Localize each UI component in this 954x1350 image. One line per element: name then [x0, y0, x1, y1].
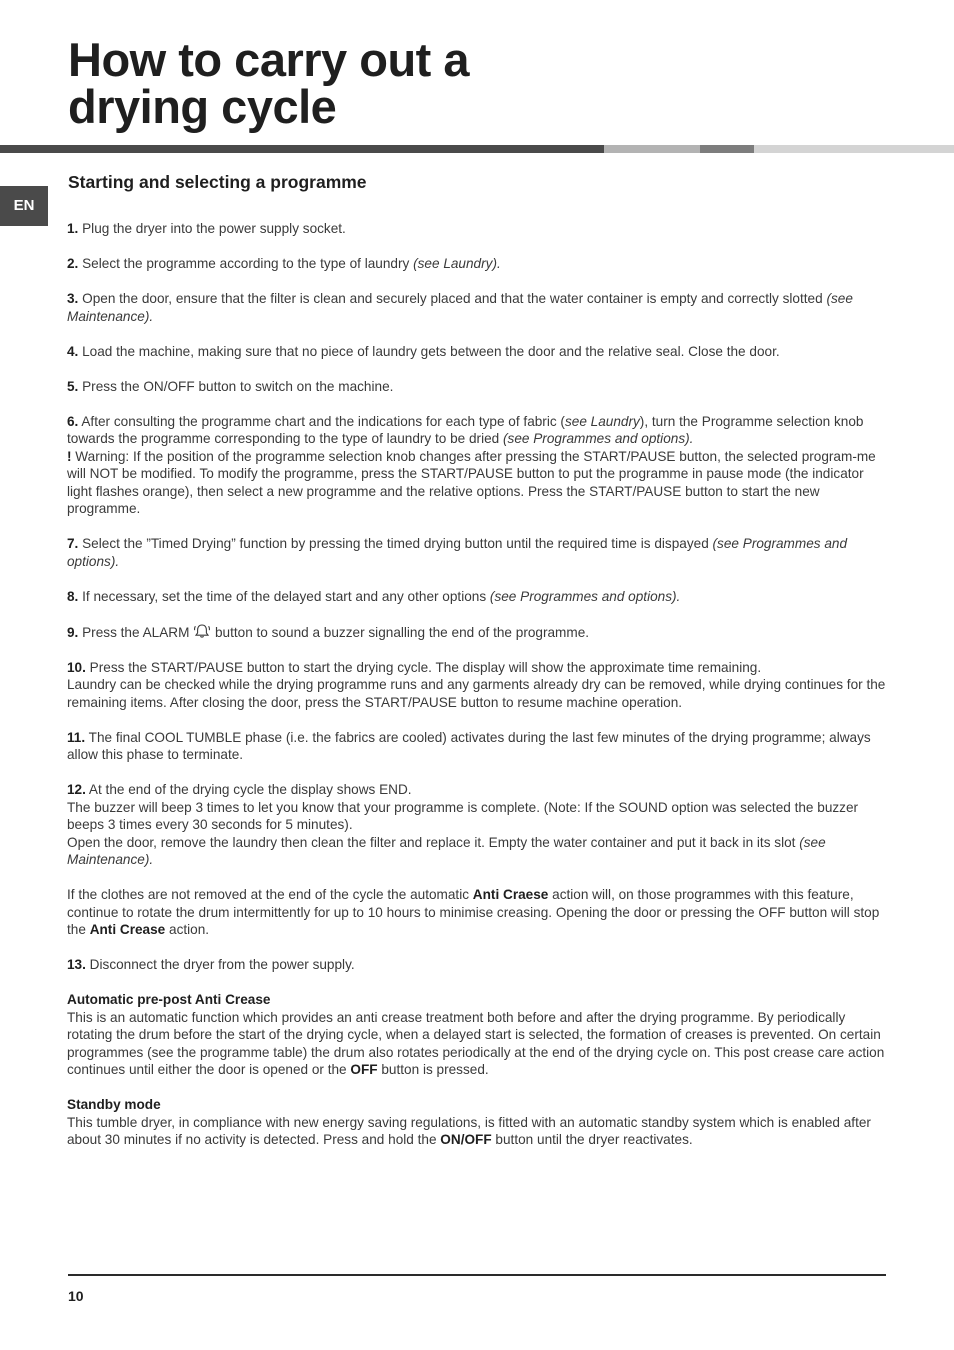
step-number: 11. — [67, 729, 86, 745]
step-text: Disconnect the dryer from the power supply. — [85, 957, 355, 972]
bold-term: OFF — [350, 1062, 378, 1077]
step-number: 4. — [67, 343, 79, 359]
step-text: Plug the dryer into the power supply socket. — [78, 221, 346, 236]
step-text: Load the machine, making sure that no piece of laundry gets between the door and the relative seal. Close the door. — [78, 343, 780, 359]
bold-term: Anti Craese — [472, 887, 549, 902]
step-number: 12. — [67, 782, 86, 797]
step-6 — [67, 413, 887, 518]
cross-reference: (see Maintenance). — [67, 834, 826, 867]
step-text: The final COOL TUMBLE phase (i.e. the fabrics are cooled) activates during the last few minutes of the drying programme; always allow this phase to terminate. — [67, 729, 871, 762]
step-10 — [67, 659, 887, 712]
step-text: ), turn the Programme selection knob towards the programme corresponding to the type of laundry to be dried — [67, 413, 864, 446]
step-7 — [67, 535, 887, 570]
step-text: Laundry can be checked while the drying programme runs and any garments already dry can be removed, while drying continues for the remaining items. After closing the door, press the START/PAUSE button to resume machine operation. — [67, 677, 886, 710]
page-number: 10 — [68, 1288, 84, 1304]
step-13 — [67, 956, 887, 974]
subheading: Standby mode — [67, 1097, 161, 1112]
step-text: Select the programme according to the type of laundry — [78, 256, 414, 271]
step-8 — [67, 588, 887, 606]
section-title: Starting and selecting a programme — [68, 172, 367, 192]
step-text: Select the ”Timed Drying” function by pressing the timed drying button until the required time is dispayed — [78, 536, 713, 551]
warning-text: Warning: If the position of the programme selection knob changes after pressing the START/PAUSE button, the selected program-me will NOT be modified. To modify the programme, press the START/PAUSE button to put the programme in pause mode (the indicator light flashes orange), then select a new programme and the relative options. Press the START/PAUSE button to start the new programme. — [67, 448, 876, 516]
step-4 — [67, 343, 887, 361]
auto-anti-crease-text — [67, 1009, 887, 1079]
step-2 — [67, 255, 887, 273]
step-number: 7. — [67, 536, 79, 551]
cross-reference: (see Maintenance). — [67, 291, 853, 324]
page-title — [68, 33, 470, 133]
header-rule-mid — [700, 145, 754, 153]
step-12 — [67, 781, 887, 869]
paragraph-text: This tumble dryer, in compliance with new energy saving regulations, is fitted with an automatic standby system which is enabled after about 30 minutes if no activity is detected. Press and hold the — [67, 1114, 871, 1147]
paragraph-text: button is pressed. — [377, 1062, 489, 1077]
step-text: After consulting the programme chart and the indications for each type of fabric ( — [78, 413, 565, 429]
step-text: Open the door, ensure that the filter is clean and securely placed and that the water container is empty and correctly slotted — [78, 291, 827, 306]
page-title-line-1: How to carry out a — [68, 33, 470, 86]
step-5 — [67, 378, 887, 396]
warning-mark: ! — [67, 448, 72, 464]
step-text: Press the ALARM — [78, 624, 194, 640]
header-rule-light — [604, 145, 700, 153]
standby-text — [67, 1114, 887, 1149]
step-11 — [67, 729, 887, 764]
step-text: Open the door, remove the laundry then clean the filter and replace it. Empty the water container and put it back in its slot — [67, 834, 800, 850]
cross-reference: (see Laundry). — [413, 256, 501, 271]
step-number: 1. — [67, 221, 79, 236]
step-text: The buzzer will beep 3 times to let you know that your programme is complete. (Note: If the SOUND option was selected the buzzer beeps 3 times every 30 seconds for 5 minutes). — [67, 799, 859, 832]
cross-reference: (see Programmes and options). — [489, 588, 681, 604]
page-title-line-2: drying cycle — [68, 80, 337, 133]
subheading: Automatic pre-post Anti Crease — [67, 992, 271, 1007]
language-tab: EN — [0, 186, 48, 226]
cross-reference: see Laundry — [564, 413, 640, 429]
step-text: If necessary, set the time of the delayed start and any other options — [78, 588, 490, 604]
cross-reference: (see Programmes and options). — [503, 431, 694, 446]
step-text: Press the ON/OFF button to switch on the machine. — [78, 378, 394, 394]
footer-rule — [68, 1274, 886, 1276]
step-text: button to sound a buzzer signalling the end of the programme. — [211, 624, 590, 640]
step-number: 5. — [67, 378, 79, 394]
header-rule-pale — [754, 145, 954, 153]
paragraph-text: action will, on those programmes with this feature, continue to rotate the drum intermittently for up to 10 hours to minimise creasing. Opening the door or pressing the OFF button will stop the — [67, 887, 880, 937]
header-rule-dark — [0, 145, 604, 153]
paragraph-text: This is an automatic function which provides an anti crease treatment both before and after the drying programme. By periodically rotating the drum before the start of the drying cycle, when a delayed start is selected, the formation of creases is prevented. On certain programmes (see the programme table) the drum also rotates periodically at the end of the drying cycle on. This post crease care action continues until either the door is opened or the — [67, 1009, 885, 1077]
step-text: Press the START/PAUSE button to start the drying cycle. The display will show the approximate time remaining. — [85, 659, 762, 675]
bold-term: ON/OFF — [440, 1132, 492, 1147]
paragraph-text: action. — [165, 922, 210, 937]
step-number: 13. — [67, 957, 86, 972]
step-text: At the end of the drying cycle the display shows END. — [85, 782, 412, 797]
step-number: 10. — [67, 659, 86, 675]
alarm-bell-icon — [193, 623, 211, 639]
cross-reference: (see Programmes and options). — [67, 536, 848, 569]
bold-term: Anti Crease — [89, 922, 166, 937]
step-1 — [67, 220, 887, 238]
step-number: 6. — [67, 413, 79, 429]
step-number: 8. — [67, 588, 79, 604]
step-3 — [67, 290, 887, 325]
paragraph-text: If the clothes are not removed at the end of the cycle the automatic — [67, 887, 473, 902]
auto-anti-crease-heading — [67, 991, 887, 1009]
paragraph-text: button until the dryer reactivates. — [491, 1132, 693, 1147]
step-number: 3. — [67, 291, 79, 306]
step-number: 9. — [67, 624, 79, 640]
step-9 — [67, 623, 887, 642]
standby-heading — [67, 1096, 887, 1114]
step-number: 2. — [67, 256, 79, 271]
instructions-body — [67, 220, 887, 1166]
anti-crease-paragraph — [67, 886, 887, 939]
